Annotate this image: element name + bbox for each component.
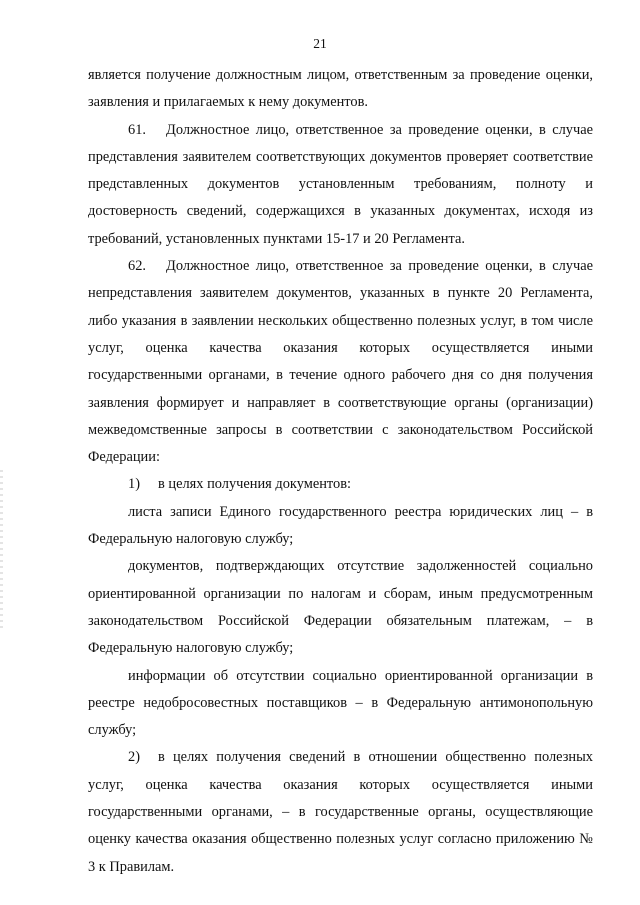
paragraph-61-text: Должностное лицо, ответственное за проведение оценки, в случае представления заявителем соответствующих документов проверяет соответствие представленных документов установленным требованиям, полноту и достоверность сведений, содержащихся в указанных документах, исходя из требований, установленных пунктами 15-17 и 20 Регламента.	[88, 121, 593, 247]
sub-item-egrul: листа записи Единого государственного реестра юридических лиц – в Федеральную налоговую службу;	[88, 503, 593, 548]
paragraph-continuation: является получение должностным лицом, ответственным за проведение оценки, заявления и прилагаемых к нему документов.	[88, 67, 593, 111]
list-item-2-text: в целях получения сведений в отношении общественно полезных услуг, оценка качества оказания которых осуществляется иными государственными органами, – в государственные органы, осуществляющие оценку качества оказания общественно полезных услуг согласно приложению № 3 к Правилам.	[88, 749, 593, 875]
list-item-2-number: 2)	[128, 749, 140, 766]
document-body	[88, 62, 593, 881]
list-item-1	[88, 471, 593, 498]
page-number: 21	[313, 36, 327, 51]
scan-edge-artifact	[0, 470, 3, 630]
list-item-1-text: в целях получения документов:	[158, 476, 351, 493]
sub-item-unfair-suppliers: информации об отсутствии социально ориентированной организации в реестре недобросовестных поставщиков – в Федеральную антимонопольную службу;	[88, 667, 593, 739]
paragraph-62-text: Должностное лицо, ответственное за проведение оценки, в случае непредставления заявителем документов, указанных в пункте 20 Регламента, либо указания в заявлении нескольких общественно полезных услуг, в том числе услуг, оценка качества оказания которых осуществляется иными государственными органами, в течение одного рабочего дня со дня получения заявления формирует и направляет в соответствующие органы (организации) межведомственные запросы в соответствии с законодательством Российской Федерации:	[88, 258, 593, 466]
paragraph-61-number: 61.	[128, 121, 146, 138]
sub-item-tax-debts: документов, подтверждающих отсутствие задолженностей социально ориентированной организации по налогам и сборам, иным предусмотренным законодательством Российской Федерации обязательным платежам, – в Федеральную налоговую службу;	[88, 558, 593, 657]
paragraph-62	[88, 253, 593, 471]
list-item-2	[88, 744, 593, 880]
paragraph-61	[88, 117, 593, 253]
paragraph-62-number: 62.	[128, 258, 146, 275]
list-item-1-number: 1)	[128, 476, 140, 493]
